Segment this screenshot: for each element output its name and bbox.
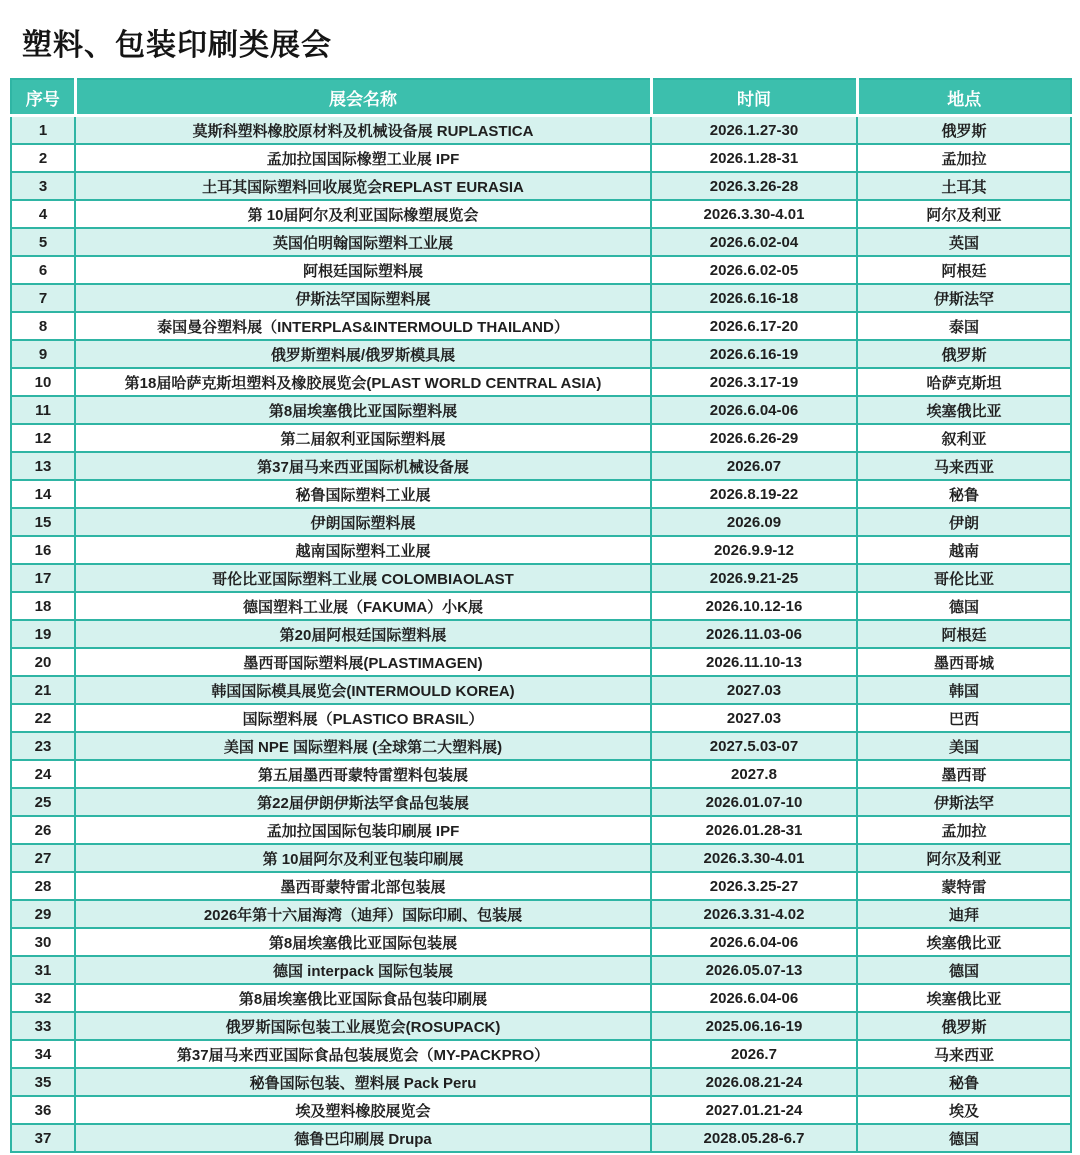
- exhibition-time-cell: 2026.8.19-22: [651, 480, 857, 508]
- row-number: 22: [11, 704, 75, 732]
- exhibition-location-cell: 俄罗斯: [857, 340, 1071, 368]
- exhibition-table-body: [11, 116, 1071, 1153]
- exhibition-name-cell: 俄罗斯国际包装工业展览会(ROSUPACK): [75, 1012, 651, 1040]
- exhibition-name-cell: 第20届阿根廷国际塑料展: [75, 620, 651, 648]
- exhibition-name-cell: 孟加拉国国际橡塑工业展 IPF: [75, 144, 651, 172]
- exhibition-time-cell: 2027.03: [651, 676, 857, 704]
- table-row: [11, 396, 1071, 424]
- table-row: [11, 564, 1071, 592]
- row-number: 26: [11, 816, 75, 844]
- exhibition-location-cell: 马来西亚: [857, 1040, 1071, 1068]
- exhibition-location-cell: 马来西亚: [857, 452, 1071, 480]
- exhibition-location-cell: 埃及: [857, 1096, 1071, 1124]
- row-number: 8: [11, 312, 75, 340]
- row-number: 11: [11, 396, 75, 424]
- table-row: [11, 592, 1071, 620]
- table-row: [11, 1040, 1071, 1068]
- row-number: 14: [11, 480, 75, 508]
- exhibition-time-cell: 2026.3.17-19: [651, 368, 857, 396]
- exhibition-location-cell: 英国: [857, 228, 1071, 256]
- row-number: 2: [11, 144, 75, 172]
- table-row: [11, 172, 1071, 200]
- exhibition-location-cell: 阿尔及利亚: [857, 200, 1071, 228]
- exhibition-time-cell: 2026.05.07-13: [651, 956, 857, 984]
- row-number: 12: [11, 424, 75, 452]
- row-number: 29: [11, 900, 75, 928]
- exhibition-time-cell: 2026.6.02-05: [651, 256, 857, 284]
- exhibition-location-cell: 巴西: [857, 704, 1071, 732]
- row-number: 35: [11, 1068, 75, 1096]
- row-number: 21: [11, 676, 75, 704]
- row-number: 18: [11, 592, 75, 620]
- exhibition-name-cell: 第22届伊朗伊斯法罕食品包装展: [75, 788, 651, 816]
- row-number: 17: [11, 564, 75, 592]
- table-row: [11, 144, 1071, 172]
- table-header-row: [11, 79, 1071, 116]
- exhibition-name-cell: 德国 interpack 国际包装展: [75, 956, 651, 984]
- table-row: [11, 424, 1071, 452]
- exhibition-location-cell: 阿根廷: [857, 620, 1071, 648]
- exhibition-name-cell: 墨西哥蒙特雷北部包装展: [75, 872, 651, 900]
- exhibition-name-cell: 越南国际塑料工业展: [75, 536, 651, 564]
- exhibition-time-cell: 2026.6.04-06: [651, 984, 857, 1012]
- exhibition-location-cell: 伊斯法罕: [857, 788, 1071, 816]
- table-row: [11, 536, 1071, 564]
- row-number: 10: [11, 368, 75, 396]
- exhibition-time-cell: 2026.3.30-4.01: [651, 844, 857, 872]
- exhibition-name-cell: 秘鲁国际包装、塑料展 Pack Peru: [75, 1068, 651, 1096]
- exhibition-location-cell: 秘鲁: [857, 1068, 1071, 1096]
- exhibition-name-cell: 美国 NPE 国际塑料展 (全球第二大塑料展): [75, 732, 651, 760]
- exhibition-location-cell: 迪拜: [857, 900, 1071, 928]
- table-row: [11, 676, 1071, 704]
- exhibition-time-cell: 2026.6.16-19: [651, 340, 857, 368]
- table-row: [11, 928, 1071, 956]
- exhibition-location-cell: 墨西哥城: [857, 648, 1071, 676]
- exhibition-name-cell: 孟加拉国国际包装印刷展 IPF: [75, 816, 651, 844]
- exhibition-location-cell: 阿根廷: [857, 256, 1071, 284]
- exhibition-time-cell: 2025.06.16-19: [651, 1012, 857, 1040]
- row-number: 16: [11, 536, 75, 564]
- table-row: [11, 984, 1071, 1012]
- exhibition-name-cell: 英国伯明翰国际塑料工业展: [75, 228, 651, 256]
- exhibition-time-cell: 2027.03: [651, 704, 857, 732]
- row-number: 30: [11, 928, 75, 956]
- exhibition-location-cell: 哈萨克斯坦: [857, 368, 1071, 396]
- row-number: 36: [11, 1096, 75, 1124]
- exhibition-location-cell: 俄罗斯: [857, 116, 1071, 145]
- exhibition-name-cell: 俄罗斯塑料展/俄罗斯模具展: [75, 340, 651, 368]
- row-number: 13: [11, 452, 75, 480]
- exhibition-name-cell: 德鲁巴印刷展 Drupa: [75, 1124, 651, 1152]
- exhibition-time-cell: 2026.08.21-24: [651, 1068, 857, 1096]
- exhibition-location-cell: 蒙特雷: [857, 872, 1071, 900]
- exhibition-location-cell: 伊斯法罕: [857, 284, 1071, 312]
- exhibition-time-cell: 2026.6.17-20: [651, 312, 857, 340]
- column-header-time: 时间: [651, 79, 857, 116]
- exhibition-time-cell: 2026.09: [651, 508, 857, 536]
- exhibition-name-cell: 哥伦比亚国际塑料工业展 COLOMBIAOLAST: [75, 564, 651, 592]
- exhibition-name-cell: 第37届马来西亚国际机械设备展: [75, 452, 651, 480]
- exhibition-location-cell: 孟加拉: [857, 144, 1071, 172]
- exhibition-time-cell: 2026.01.28-31: [651, 816, 857, 844]
- table-row: [11, 788, 1071, 816]
- exhibition-name-cell: 2026年第十六届海湾（迪拜）国际印刷、包装展: [75, 900, 651, 928]
- exhibition-time-cell: 2026.3.26-28: [651, 172, 857, 200]
- table-row: [11, 480, 1071, 508]
- table-row: [11, 340, 1071, 368]
- exhibition-name-cell: 第 10届阿尔及利亚包装印刷展: [75, 844, 651, 872]
- exhibition-location-cell: 叙利亚: [857, 424, 1071, 452]
- exhibition-name-cell: 国际塑料展（PLASTICO BRASIL）: [75, 704, 651, 732]
- exhibition-location-cell: 德国: [857, 1124, 1071, 1152]
- row-number: 33: [11, 1012, 75, 1040]
- row-number: 27: [11, 844, 75, 872]
- row-number: 20: [11, 648, 75, 676]
- exhibition-location-cell: 伊朗: [857, 508, 1071, 536]
- exhibition-location-cell: 哥伦比亚: [857, 564, 1071, 592]
- table-row: [11, 620, 1071, 648]
- exhibition-name-cell: 莫斯科塑料橡胶原材料及机械设备展 RUPLASTICA: [75, 116, 651, 145]
- exhibition-time-cell: 2026.3.25-27: [651, 872, 857, 900]
- table-row: [11, 1124, 1071, 1152]
- exhibition-location-cell: 越南: [857, 536, 1071, 564]
- table-row: [11, 872, 1071, 900]
- row-number: 24: [11, 760, 75, 788]
- exhibition-name-cell: 第8届埃塞俄比亚国际塑料展: [75, 396, 651, 424]
- row-number: 25: [11, 788, 75, 816]
- table-row: [11, 844, 1071, 872]
- row-number: 31: [11, 956, 75, 984]
- exhibition-location-cell: 土耳其: [857, 172, 1071, 200]
- row-number: 1: [11, 116, 75, 145]
- exhibition-name-cell: 土耳其国际塑料回收展览会REPLAST EURASIA: [75, 172, 651, 200]
- exhibition-name-cell: 伊朗国际塑料展: [75, 508, 651, 536]
- exhibition-location-cell: 韩国: [857, 676, 1071, 704]
- row-number: 19: [11, 620, 75, 648]
- table-row: [11, 508, 1071, 536]
- column-header-location: 地点: [857, 79, 1071, 116]
- exhibition-time-cell: 2026.6.04-06: [651, 396, 857, 424]
- row-number: 28: [11, 872, 75, 900]
- table-row: [11, 1096, 1071, 1124]
- row-number: 4: [11, 200, 75, 228]
- exhibition-location-cell: 美国: [857, 732, 1071, 760]
- exhibition-time-cell: 2027.5.03-07: [651, 732, 857, 760]
- row-number: 6: [11, 256, 75, 284]
- exhibition-name-cell: 第8届埃塞俄比亚国际包装展: [75, 928, 651, 956]
- exhibition-time-cell: 2026.1.27-30: [651, 116, 857, 145]
- table-row: [11, 704, 1071, 732]
- table-row: [11, 816, 1071, 844]
- exhibition-time-cell: 2027.01.21-24: [651, 1096, 857, 1124]
- table-row: [11, 732, 1071, 760]
- row-number: 37: [11, 1124, 75, 1152]
- exhibition-name-cell: 埃及塑料橡胶展览会: [75, 1096, 651, 1124]
- table-row: [11, 760, 1071, 788]
- table-row: [11, 200, 1071, 228]
- row-number: 34: [11, 1040, 75, 1068]
- exhibition-location-cell: 墨西哥: [857, 760, 1071, 788]
- row-number: 7: [11, 284, 75, 312]
- row-number: 5: [11, 228, 75, 256]
- exhibition-location-cell: 埃塞俄比亚: [857, 984, 1071, 1012]
- row-number: 32: [11, 984, 75, 1012]
- exhibition-time-cell: 2026.6.26-29: [651, 424, 857, 452]
- exhibition-time-cell: 2026.6.02-04: [651, 228, 857, 256]
- table-row: [11, 1068, 1071, 1096]
- table-row: [11, 256, 1071, 284]
- table-row: [11, 228, 1071, 256]
- exhibition-location-cell: 孟加拉: [857, 816, 1071, 844]
- exhibition-time-cell: 2026.3.30-4.01: [651, 200, 857, 228]
- exhibition-time-cell: 2027.8: [651, 760, 857, 788]
- exhibition-time-cell: 2026.01.07-10: [651, 788, 857, 816]
- exhibition-name-cell: 泰国曼谷塑料展（INTERPLAS&INTERMOULD THAILAND）: [75, 312, 651, 340]
- row-number: 3: [11, 172, 75, 200]
- exhibition-name-cell: 韩国国际模具展览会(INTERMOULD KOREA): [75, 676, 651, 704]
- exhibition-location-cell: 秘鲁: [857, 480, 1071, 508]
- row-number: 9: [11, 340, 75, 368]
- exhibition-time-cell: 2026.3.31-4.02: [651, 900, 857, 928]
- exhibition-name-cell: 第 10届阿尔及利亚国际橡塑展览会: [75, 200, 651, 228]
- table-row: [11, 284, 1071, 312]
- row-number: 23: [11, 732, 75, 760]
- exhibition-location-cell: 埃塞俄比亚: [857, 928, 1071, 956]
- exhibition-time-cell: 2026.6.04-06: [651, 928, 857, 956]
- exhibition-time-cell: 2026.7: [651, 1040, 857, 1068]
- exhibition-location-cell: 德国: [857, 592, 1071, 620]
- exhibition-location-cell: 俄罗斯: [857, 1012, 1071, 1040]
- page-title: 塑料、包装印刷类展会: [22, 29, 332, 62]
- column-header-index: 序号: [11, 79, 75, 116]
- exhibition-name-cell: 第二届叙利亚国际塑料展: [75, 424, 651, 452]
- exhibition-time-cell: 2026.11.10-13: [651, 648, 857, 676]
- column-header-name: 展会名称: [75, 79, 651, 116]
- exhibition-time-cell: 2026.6.16-18: [651, 284, 857, 312]
- exhibition-name-cell: 第37届马来西亚国际食品包装展览会（MY-PACKPRO）: [75, 1040, 651, 1068]
- exhibition-location-cell: 阿尔及利亚: [857, 844, 1071, 872]
- exhibition-time-cell: 2026.10.12-16: [651, 592, 857, 620]
- table-row: [11, 452, 1071, 480]
- exhibition-name-cell: 阿根廷国际塑料展: [75, 256, 651, 284]
- table-row: [11, 312, 1071, 340]
- row-number: 15: [11, 508, 75, 536]
- exhibition-time-cell: 2026.07: [651, 452, 857, 480]
- exhibition-name-cell: 伊斯法罕国际塑料展: [75, 284, 651, 312]
- exhibition-name-cell: 秘鲁国际塑料工业展: [75, 480, 651, 508]
- table-row: [11, 368, 1071, 396]
- exhibition-time-cell: 2026.9.21-25: [651, 564, 857, 592]
- exhibition-name-cell: 墨西哥国际塑料展(PLASTIMAGEN): [75, 648, 651, 676]
- table-row: [11, 900, 1071, 928]
- exhibition-name-cell: 第18届哈萨克斯坦塑料及橡胶展览会(PLAST WORLD CENTRAL ASIA): [75, 368, 651, 396]
- table-row: [11, 116, 1071, 145]
- exhibition-time-cell: 2026.11.03-06: [651, 620, 857, 648]
- exhibition-table: [10, 78, 1072, 1153]
- exhibition-time-cell: 2026.1.28-31: [651, 144, 857, 172]
- exhibition-time-cell: 2026.9.9-12: [651, 536, 857, 564]
- table-row: [11, 648, 1071, 676]
- table-row: [11, 956, 1071, 984]
- exhibition-name-cell: 德国塑料工业展（FAKUMA）小K展: [75, 592, 651, 620]
- exhibition-time-cell: 2028.05.28-6.7: [651, 1124, 857, 1152]
- exhibition-name-cell: 第8届埃塞俄比亚国际食品包装印刷展: [75, 984, 651, 1012]
- exhibition-location-cell: 德国: [857, 956, 1071, 984]
- exhibition-location-cell: 埃塞俄比亚: [857, 396, 1071, 424]
- exhibition-name-cell: 第五届墨西哥蒙特雷塑料包装展: [75, 760, 651, 788]
- table-row: [11, 1012, 1071, 1040]
- exhibition-location-cell: 泰国: [857, 312, 1071, 340]
